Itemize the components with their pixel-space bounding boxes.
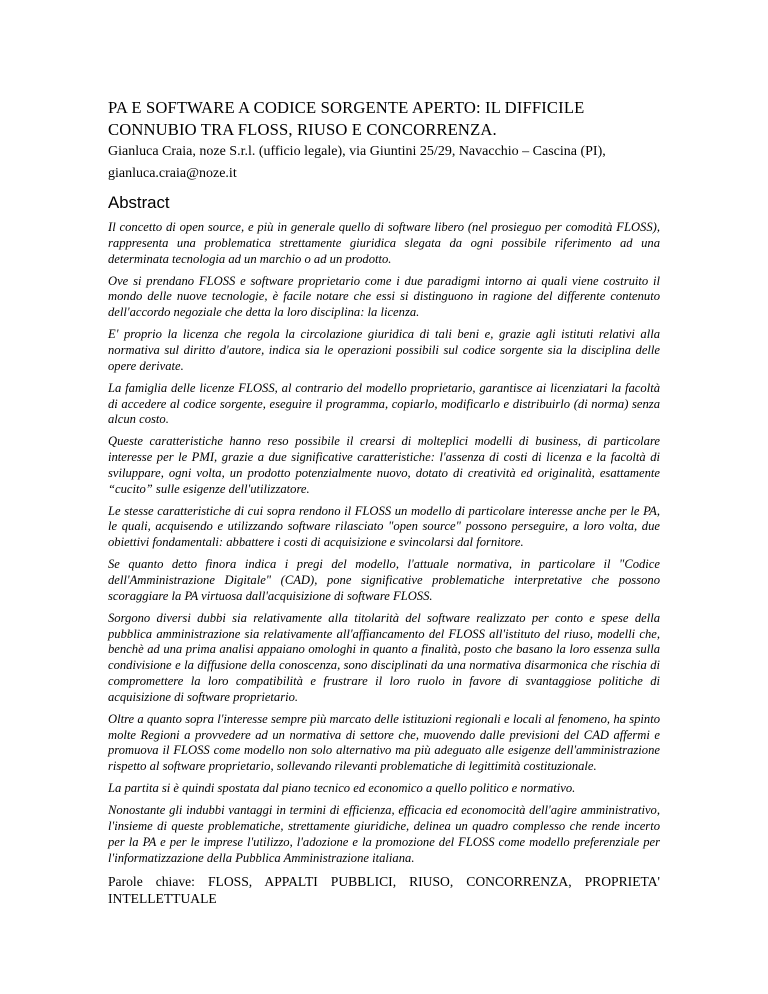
abstract-paragraph-8: Sorgono diversi dubbi sia relativamente alla titolarità del software realizzato per conto e spese della pubblica amministrazione sia relativamente all'affiancamento del FLOSS all'istituto del riuso, modelli che, benchè ad una prima analisi appaiano omologhi in quanto a finalità, posto che basano la loro essenza sulla condivisione e la diffusione della conoscenza, sono disciplinati da una normativa disarmonica che rischia di compromettere la loro compatibilità e frustrare il loro ruolo in favore di svantaggiose politiche di acquisizione di software proprietario.: [108, 610, 660, 704]
abstract-paragraph-10: La partita si è quindi spostata dal piano tecnico ed economico a quello politico e normativo.: [108, 781, 576, 796]
abstract-paragraph-5: Queste caratteristiche hanno reso possibile il crearsi di molteplici modelli di business, di particolare interesse per le PMI, grazie a due significative caratteristiche: l'assenza di costi di licenza e la facoltà di sviluppare, ogni volta, un prodotto potenzialmente nuovo, dotato di creatività ed originalità, esattamente “cucito” sulle esigenze dell'utilizzatore.: [108, 434, 660, 496]
abstract-paragraph-9: Oltre a quanto sopra l'interesse sempre più marcato delle istituzioni regionali e locali al fenomeno, ha spinto molte Regioni a provvedere ad un normativa di settore che, muovendo dalle previsioni del CAD affermi e promuova il FLOSS come modello non solo alternativo ma più adeguato alle esigenze dell'amministrazione rispetto al software proprietario, sollevando rilevanti problematiche di legittimità costituzionale.: [108, 711, 660, 774]
document-page: [108, 97, 660, 907]
paper-title: PA E SOFTWARE A CODICE SORGENTE APERTO: IL DIFFICILE CONNUBIO TRA FLOSS, RIUSO E CONCORRENZA.: [108, 98, 585, 139]
abstract-paragraph-11: Nonostante gli indubbi vantaggi in termini di efficienza, efficacia ed economocità dell'agire amministrativo, l'insieme di queste problematiche, strettamente giuridiche, delinea un quadro complesso che rende incerto per la PA e per le imprese l'utilizzo, l'adozione e la promozione del FLOSS come modello preferenziale per l'informatizzazione della Pubblica Amministrazione italiana.: [108, 803, 660, 865]
abstract-paragraph-7: Se quanto detto finora indica i pregi del modello, l'attuale normativa, in particolare il "Codice dell'Amministrazione Digitale" (CAD), pone significative problematiche interpretative che possono scoraggiare la PA virtuosa dall'acquisizione di software FLOSS.: [108, 557, 660, 603]
abstract-paragraph-4: La famiglia delle licenze FLOSS, al contrario del modello proprietario, garantisce ai licenziatari la facoltà di accedere al codice sorgente, eseguire il programma, copiarlo, modificarlo e distribuirlo (di norma) senza alcun costo.: [108, 380, 660, 427]
keywords: Parole chiave: FLOSS, APPALTI PUBBLICI, RIUSO, CONCORRENZA, PROPRIETA' INTELLETTUALE: [108, 873, 660, 906]
abstract-paragraph-6: Le stesse caratteristiche di cui sopra rendono il FLOSS un modello di particolare interesse anche per le PA, le quali, acquisendo e utilizzando software rilasciato "open source" possono perseguire, a loro volta, due obiettivi fondamentali: abbattere i costi di acquisizione e svincolarsi dal fornitore.: [108, 503, 660, 550]
abstract-paragraph-1: Il concetto di open source, e più in generale quello di software libero (nel prosieguo per comodità FLOSS), rappresenta una problematica strettamente giuridica slegata da ogni possibile riferimento ad una determinata tecnologia ad un marchio o ad un prodotto.: [108, 220, 660, 266]
abstract-body: [108, 220, 660, 866]
author-email: gianluca.craia@noze.it: [108, 166, 237, 181]
abstract-heading: Abstract: [108, 193, 170, 212]
abstract-paragraph-3: E' proprio la licenza che regola la circolazione giuridica di tali beni e, grazie agli istituti relativi alla normativa sul diritto d'autore, indica sia le operazioni possibili sul codice sorgente sia la disciplina delle opere derivate.: [108, 327, 660, 373]
author-line: Gianluca Craia, noze S.r.l. (ufficio legale), via Giuntini 25/29, Navacchio – Cascina (PI),: [108, 144, 606, 159]
abstract-paragraph-2: Ove si prendano FLOSS e software proprietario come i due paradigmi intorno ai quali viene costruito il mondo delle nuove tecnologie, è facile notare che essi si distinguono in ragione del differente contenuto dell'accordo negoziale che detta la loro disciplina: la licenza.: [108, 273, 660, 320]
